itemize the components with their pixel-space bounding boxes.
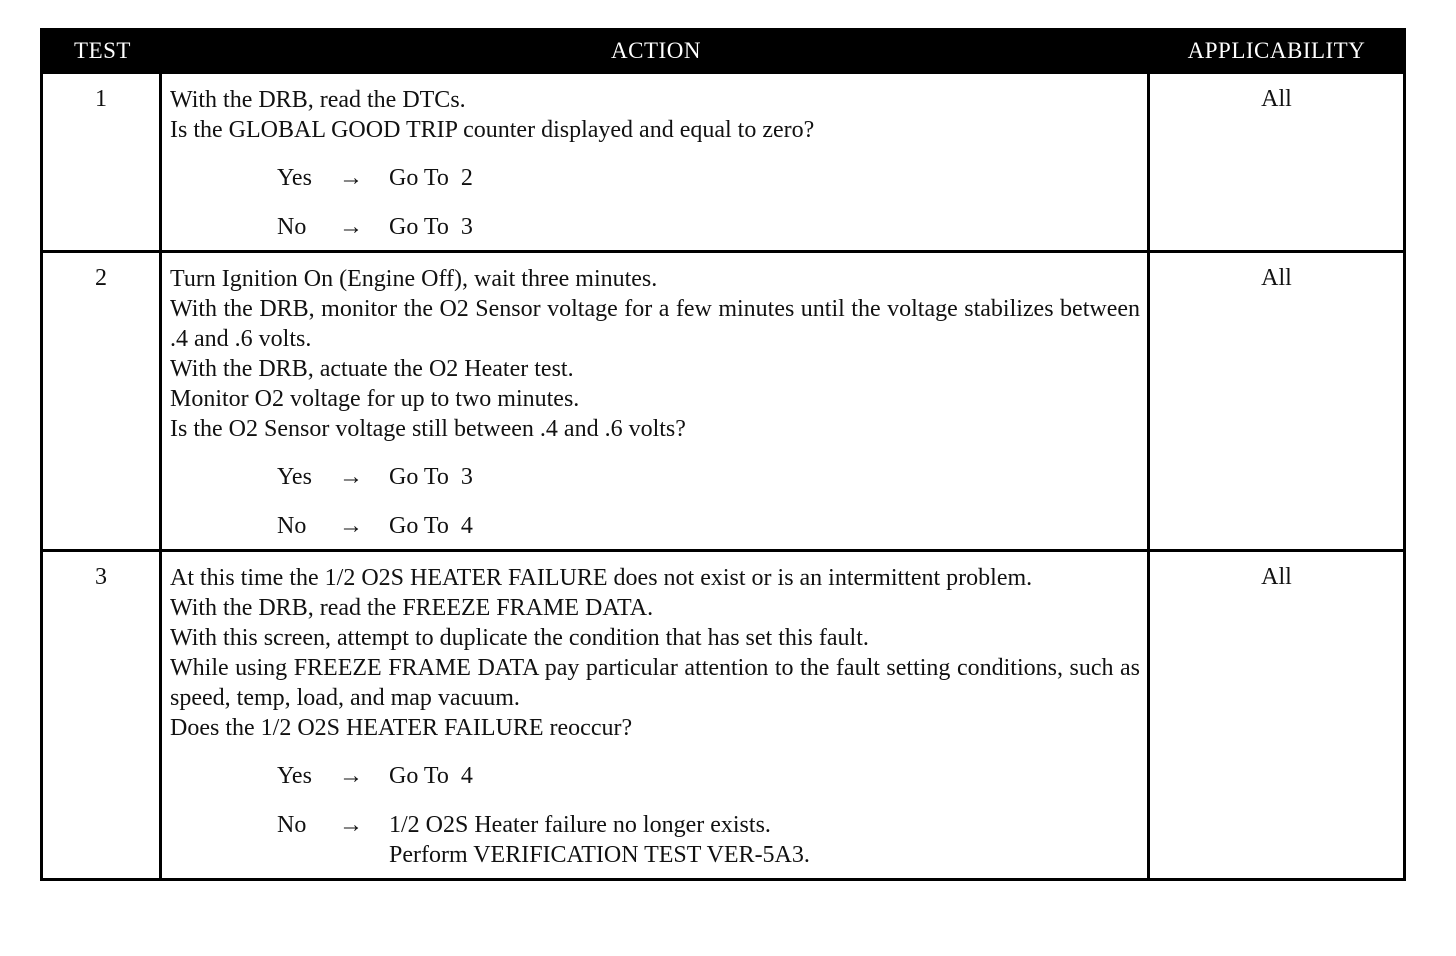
answer-no [277,511,1140,541]
answer-target [389,163,1140,193]
arrow-icon: → [339,812,363,838]
answer-no [277,810,1140,870]
action-cell [162,552,1150,878]
answer-target [389,462,1140,492]
action-line: Turn Ignition On (Engine Off), wait three minutes. [170,266,658,292]
answer-target-line: Go To 3 [389,214,473,240]
table-row [43,552,1403,878]
answer-list [170,761,1140,870]
applicability-cell: All [1261,564,1292,590]
answer-label: No [277,214,307,240]
action-line: With this screen, attempt to duplicate the condition that has set this fault. [170,625,869,651]
arrow-icon: → [339,165,363,191]
action-line: Monitor O2 voltage for up to two minutes. [170,386,580,412]
arrow-icon: → [339,763,363,789]
answer-no [277,212,1140,242]
table-row [43,74,1403,253]
action-line: While using FREEZE FRAME DATA pay particular attention to the fault setting conditions, such as speed, temp, load, and map vacuum. [170,655,1140,711]
arrow-icon: → [339,214,363,240]
test-number: 1 [43,74,162,250]
answer-target-line: Perform VERIFICATION TEST VER-5A3. [389,842,810,868]
action-line: With the DRB, read the DTCs. [170,87,466,113]
answer-target [389,810,1140,870]
answer-label: Yes [277,763,312,789]
answer-target-line: Go To 4 [389,513,473,539]
diagnostic-test-table [40,28,1406,881]
table-header [43,31,1403,74]
test-number: 3 [43,552,162,878]
answer-target-line: Go To 4 [389,763,473,789]
answer-yes [277,761,1140,791]
header-applicability: APPLICABILITY [1187,38,1366,63]
answer-list [170,462,1140,541]
header-test: TEST [74,38,131,63]
answer-target-line: Go To 3 [389,464,473,490]
answer-label: No [277,513,307,539]
action-line: At this time the 1/2 O2S HEATER FAILURE does not exist or is an intermittent problem. [170,565,1033,591]
action-cell [162,74,1150,250]
action-line: With the DRB, actuate the O2 Heater test. [170,356,574,382]
answer-yes [277,462,1140,492]
answer-target-line: Go To 2 [389,165,473,191]
header-action: ACTION [611,38,701,63]
action-line: Does the 1/2 O2S HEATER FAILURE reoccur? [170,715,633,741]
answer-label: Yes [277,165,312,191]
arrow-icon: → [339,464,363,490]
answer-label: Yes [277,464,312,490]
answer-target-line: 1/2 O2S Heater failure no longer exists. [389,812,771,838]
applicability-cell: All [1261,265,1292,291]
action-line: Is the GLOBAL GOOD TRIP counter displayed and equal to zero? [170,117,815,143]
table-row [43,253,1403,552]
answer-target [389,761,1140,791]
action-line: Is the O2 Sensor voltage still between .4 and .6 volts? [170,416,686,442]
action-cell [162,253,1150,549]
answer-label: No [277,812,307,838]
test-number: 2 [43,253,162,549]
action-line: With the DRB, read the FREEZE FRAME DATA. [170,595,654,621]
arrow-icon: → [339,513,363,539]
answer-target [389,511,1140,541]
action-line: With the DRB, monitor the O2 Sensor voltage for a few minutes until the voltage stabilizes between .4 and .6 volts. [170,296,1140,352]
answer-list [170,163,1140,242]
answer-yes [277,163,1140,193]
answer-target [389,212,1140,242]
applicability-cell: All [1261,86,1292,112]
